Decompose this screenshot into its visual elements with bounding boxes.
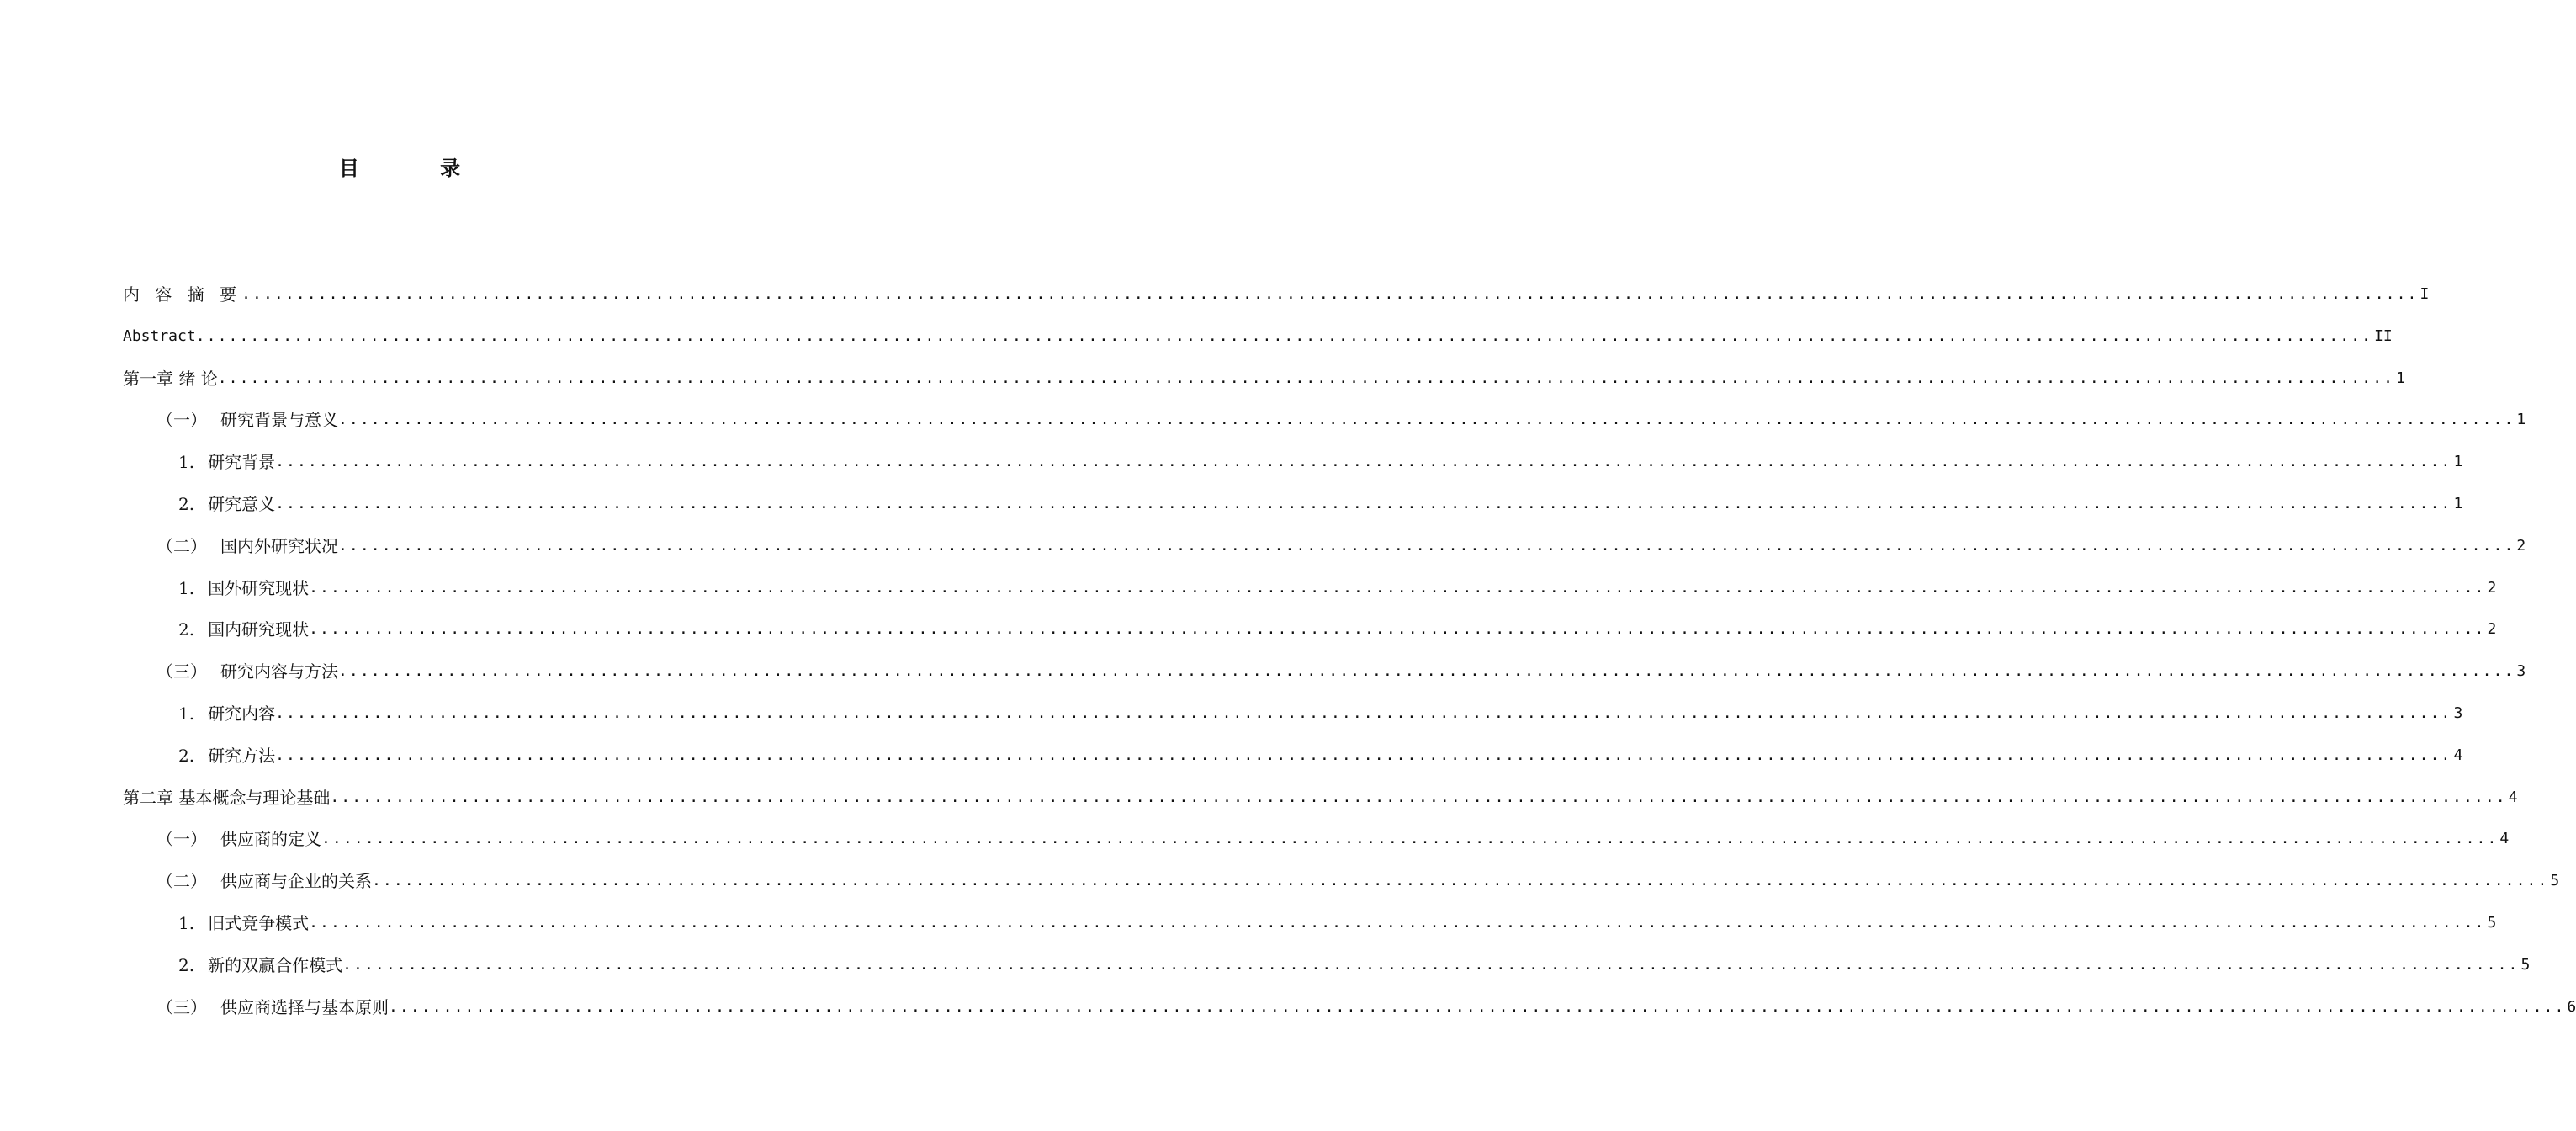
toc-entry-label	[178, 447, 275, 477]
toc-entry-text: 研究意义	[208, 494, 276, 514]
toc-entry-number: 1.	[178, 704, 195, 724]
toc-page-number: 3	[2516, 662, 2526, 681]
toc-leader-dots: ........................................................................................................................................................................................................	[342, 955, 2520, 974]
toc-leader-dots: ........................................................................................................................................................................................................	[241, 285, 2419, 303]
toc-entry-label: Abstract	[123, 327, 196, 345]
toc-page-number: 4	[2453, 746, 2463, 764]
toc-entry[interactable]	[123, 364, 2405, 394]
toc-entry-number: 1.	[178, 577, 195, 598]
toc-entry-text: 国内外研究状况	[220, 535, 338, 556]
toc-entry-label	[178, 741, 275, 771]
toc-entry-label	[178, 573, 309, 603]
toc-entry-label	[178, 698, 275, 729]
toc-entry[interactable]	[156, 824, 2510, 854]
toc-entry[interactable]	[123, 783, 2518, 813]
toc-entry-label	[156, 531, 338, 561]
toc-entry-number: 2.	[178, 745, 195, 766]
toc-entry[interactable]	[156, 405, 2526, 435]
toc-entry[interactable]	[123, 321, 2393, 352]
toc-entry[interactable]	[156, 656, 2526, 687]
toc-entry-text: 研究内容与方法	[220, 661, 338, 682]
toc-entry-number: （三）	[156, 996, 207, 1017]
toc-entry-number: 1.	[178, 913, 195, 933]
page-title: 目 录	[338, 157, 498, 180]
toc-entry-number: （三）	[156, 661, 207, 682]
toc-entry[interactable]	[156, 992, 2576, 1022]
toc-entry-label	[156, 866, 372, 896]
toc-page-number: 5	[2550, 872, 2560, 890]
toc-leader-dots: ........................................................................................................................................................................................................	[309, 620, 2486, 639]
toc-entry-text: 旧式竞争模式	[208, 913, 310, 933]
toc-entry-number: （一）	[156, 410, 207, 431]
toc-entry-number: 2.	[178, 954, 195, 975]
toc-entry-text: 国内研究现状	[208, 619, 310, 640]
toc-leader-dots: ........................................................................................................................................................................................................	[275, 495, 2452, 512]
toc-page-number: 6	[2567, 997, 2576, 1016]
toc-entry-label	[178, 614, 309, 645]
toc-leader-dots: ........................................................................................................................................................................................................	[338, 536, 2515, 555]
toc-page-number: 4	[2499, 830, 2510, 848]
toc-leader-dots: ........................................................................................................................................................................................................	[330, 788, 2507, 806]
toc-entry[interactable]	[178, 698, 2463, 729]
toc-entry-text: 供应商与企业的关系	[220, 871, 372, 892]
toc-leader-dots: ........................................................................................................................................................................................................	[275, 746, 2452, 764]
toc-entry-text: 供应商选择与基本原则	[220, 996, 389, 1017]
toc-entry-label: 第二章 基本概念与理论基础	[123, 787, 331, 808]
toc-page-number: 2	[2487, 578, 2497, 597]
toc-entry-number: 2.	[178, 494, 195, 514]
toc-entry-text: 研究背景	[208, 452, 276, 473]
toc-page-number: 1	[2453, 453, 2463, 471]
toc-entry-label	[156, 992, 389, 1022]
toc-entry-label	[156, 656, 338, 687]
toc-leader-dots: ........................................................................................................................................................................................................	[309, 578, 2486, 597]
toc-entry-label	[156, 405, 338, 435]
toc-entry-number: （一）	[156, 829, 207, 850]
toc-page-number: 5	[2487, 914, 2497, 932]
toc-entry-label	[178, 489, 275, 519]
toc-leader-dots: ........................................................................................................................................................................................................	[338, 662, 2515, 681]
toc-page-number: 1	[2516, 411, 2526, 429]
toc-page-number: I	[2420, 285, 2430, 303]
toc-entry-label	[178, 908, 309, 938]
toc-leader-dots: ........................................................................................................................................................................................................	[217, 369, 2395, 387]
toc-page-number: 3	[2453, 704, 2463, 722]
toc-leader-dots: ........................................................................................................................................................................................................	[321, 830, 2499, 848]
toc-entry-text: 研究内容	[208, 704, 276, 724]
toc-entry-label: 内 容 摘 要	[123, 284, 242, 305]
toc-entry[interactable]	[123, 279, 2430, 310]
toc-entry[interactable]	[178, 614, 2497, 645]
toc-entry[interactable]	[178, 741, 2463, 771]
toc-entry-number: 1.	[178, 452, 195, 473]
toc-entry[interactable]	[178, 573, 2497, 603]
toc-page-number: 4	[2508, 788, 2518, 806]
toc-page-number: II	[2374, 327, 2393, 345]
toc-entry-text: 供应商的定义	[220, 829, 321, 850]
toc-leader-dots: ........................................................................................................................................................................................................	[338, 411, 2515, 429]
toc-entry-text: 国外研究现状	[208, 577, 310, 598]
toc-page-number: 1	[2396, 369, 2405, 387]
toc-page-number: 2	[2516, 536, 2526, 555]
toc-page-number: 2	[2487, 620, 2497, 639]
toc-entry-label	[178, 950, 342, 980]
toc-leader-dots: ........................................................................................................................................................................................................	[195, 327, 2373, 345]
toc-leader-dots: ........................................................................................................................................................................................................	[275, 453, 2452, 471]
toc-entry[interactable]	[178, 908, 2497, 938]
toc-entry-label: 第一章 绪 论	[123, 368, 218, 389]
toc-entry-number: 2.	[178, 619, 195, 640]
toc-entry-number: （二）	[156, 871, 207, 892]
toc-entry-label	[156, 824, 321, 854]
toc-page-number: 5	[2520, 955, 2531, 974]
toc-entry[interactable]	[178, 950, 2531, 980]
toc-leader-dots: ........................................................................................................................................................................................................	[372, 872, 2549, 890]
toc-leader-dots: ........................................................................................................................................................................................................	[389, 997, 2566, 1016]
toc-entry-text: 研究背景与意义	[220, 410, 338, 431]
toc-page-number: 1	[2453, 495, 2463, 512]
toc-entry[interactable]	[178, 447, 2463, 477]
toc-entry-text: 新的双赢合作模式	[208, 954, 343, 975]
toc-entry[interactable]	[178, 489, 2463, 519]
toc-entry-number: （二）	[156, 535, 207, 556]
toc-leader-dots: ........................................................................................................................................................................................................	[275, 704, 2452, 722]
toc-leader-dots: ........................................................................................................................................................................................................	[309, 914, 2486, 932]
toc-entry[interactable]	[156, 531, 2526, 561]
toc-entry[interactable]	[156, 866, 2560, 896]
toc-entry-text: 研究方法	[208, 745, 276, 766]
